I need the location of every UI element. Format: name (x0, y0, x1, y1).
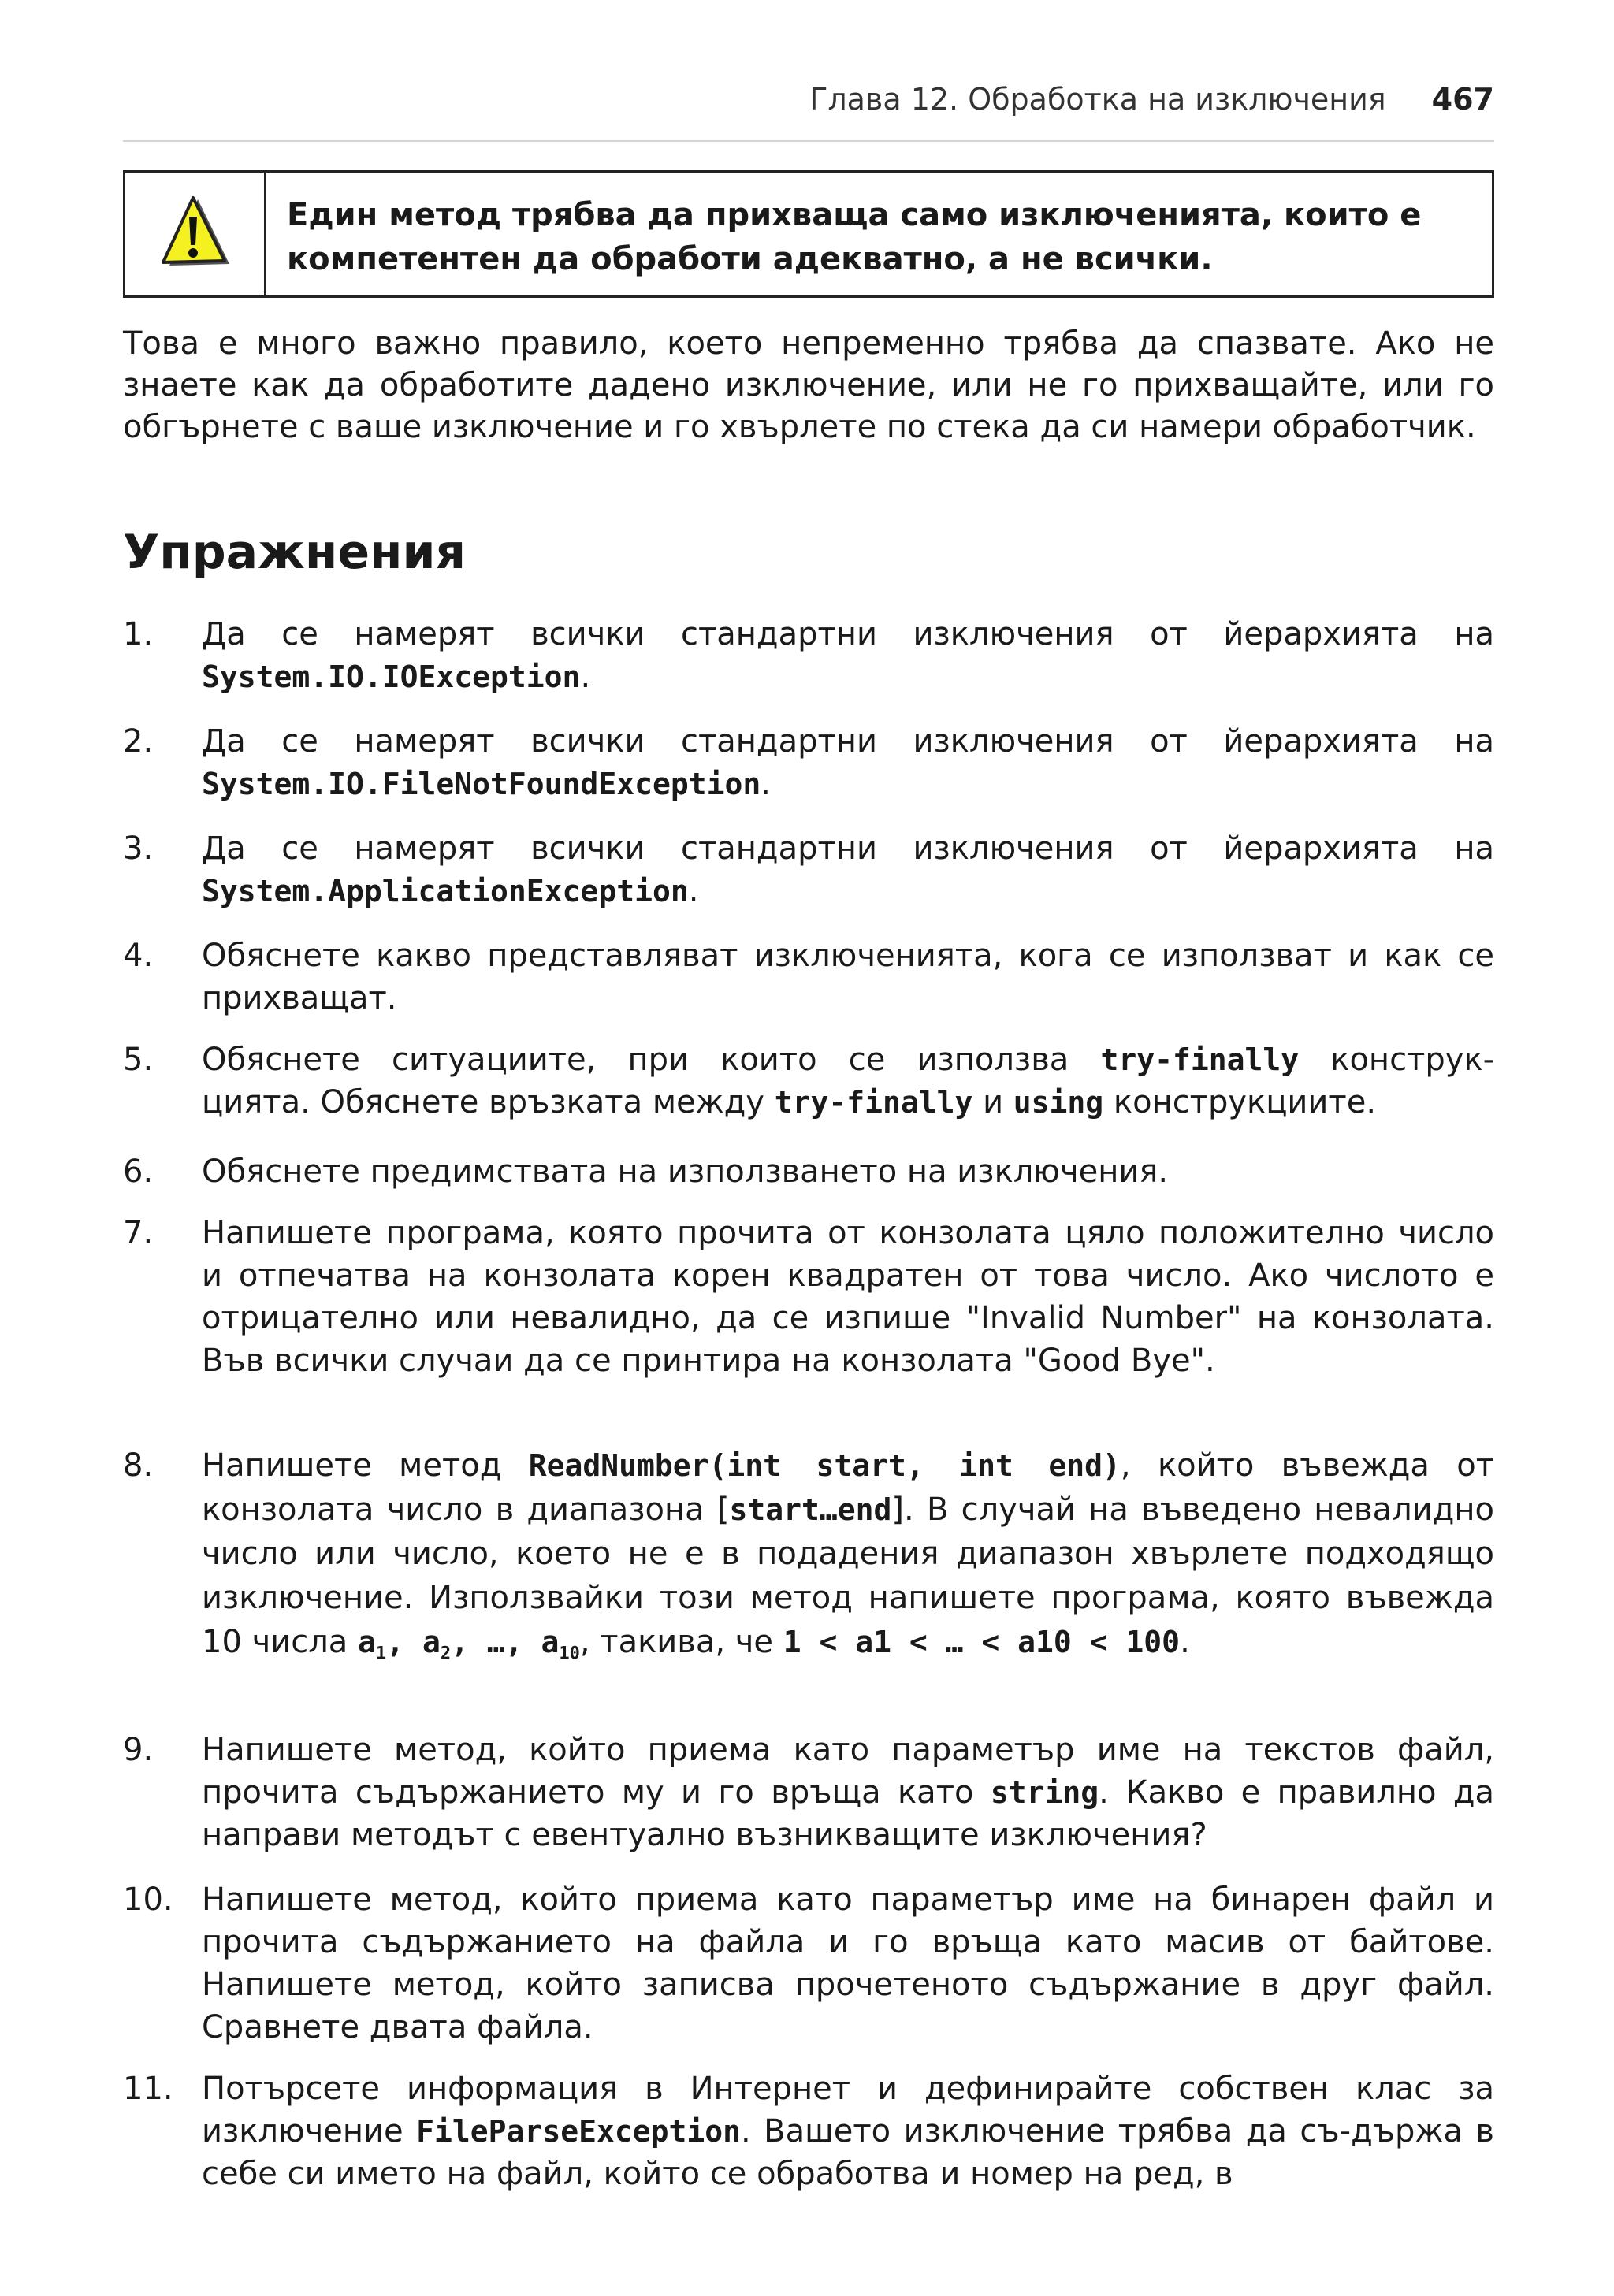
section-title: Упражнения (123, 525, 467, 580)
header-divider (123, 140, 1494, 142)
item-number: 2. (123, 723, 154, 760)
exercise-item (123, 1212, 1494, 1382)
exercise-item: 5. Обяснете ситуациите, при които се използва try-finally конструк- цията. Обяснете връзката между try-finally и using конструкциите. (123, 1038, 1494, 1124)
code-snippet: string (990, 1775, 1099, 1810)
running-header (809, 82, 1494, 117)
exercise-item: 3. Да се намерят всички стандартни изключения от йерархията на System.ApplicationException. (123, 827, 1494, 912)
item-number: 3. (123, 830, 154, 867)
item-number: 9. (123, 1732, 154, 1768)
code-snippet: FileParseException (416, 2114, 741, 2149)
item-number: 5. (123, 1042, 154, 1078)
intro-paragraph: Това е много важно правило, което непременно трябва да спазвате. Ако не знаете как да обработите дадено изключение, или не го прихващайте, или го обгърнете с ваше изключение и го хвърлете по стека да си намери обработчик. (123, 325, 1494, 445)
exercise-item: 1. Да се намерят всички стандартни изключения от йерархията на System.IO.IOException. (123, 613, 1494, 698)
code-snippet: System.IO.IOException (202, 659, 581, 694)
item-text: Напишете програма, която прочита от конзолата цяло положително число и отпечатва на конзолата корен квадратен от това число. Ако числото е отрицателно или невалидно, да се изпише "Invalid Number" на конзолата. Във всички случаи да се принтира на конзолата "Good Bye". (202, 1215, 1494, 1379)
item-number: 6. (123, 1154, 154, 1190)
item-text: Да се намерят всички стандартни изключения от йерархията на (202, 723, 1494, 760)
exercise-item (123, 1150, 1494, 1193)
warning-icon-cell (125, 173, 266, 295)
item-text: Обяснете предимствата на използването на изключения. (202, 1154, 1169, 1190)
item-number: 10. (123, 1882, 173, 1918)
code-snippet: try-finally (774, 1085, 973, 1120)
code-snippet: using (1013, 1085, 1104, 1120)
page-number: 467 (1431, 82, 1494, 117)
item-number: 7. (123, 1215, 154, 1251)
exercise-item: 9. Напишете метод, който приема като параметър име на текстов файл, прочита съдържанието му и го връща като string. Какво е правилно да направи методът с евентуално възникващите изключения? (123, 1729, 1494, 1856)
chapter-title: Глава 12. Обработка на изключения (809, 82, 1386, 117)
code-snippet: System.ApplicationException (202, 874, 689, 908)
exercise-item: 11. Потърсете информация в Интернет и дефинирайте собствен клас за изключение FileParseException. Вашето изключение трябва да съ-държа в себе си името на файл, който се обработва и номер на ред, в (123, 2068, 1494, 2195)
item-number: 4. (123, 938, 154, 974)
item-number: 8. (123, 1447, 154, 1484)
item-text: Напишете метод, който приема като параметър име на бинарен файл и прочита съдържанието на файла и го връща като масив от байтове. Напишете метод, който записва прочетеното съдържание в друг файл. Сравнете двата файла. (202, 1882, 1494, 2045)
warning-text: Един метод трябва да прихваща само изключенията, които е компетентен да обработи адекватно, а не всички. (287, 197, 1422, 277)
warning-icon (158, 195, 231, 273)
item-number: 1. (123, 616, 154, 652)
exercise-item (123, 1878, 1494, 2049)
code-snippet: 1 < a1 < … < a10 < 100 (783, 1625, 1181, 1659)
item-text: Да се намерят всички стандартни изключения от йерархията на (202, 616, 1494, 652)
code-snippet: System.IO.FileNotFoundException (202, 767, 761, 801)
code-snippet: start…end (729, 1492, 892, 1527)
warning-box (123, 170, 1494, 298)
exercise-item: 8. Напишете метод ReadNumber(int start, int end), който въвежда от конзолата число в диапазона [start…end]. В случай на въведено невалидно число или число, което не е в подадения диапазон хвърлете подходящо изключение. Използвайки този метод напишете програма, която въвежда 10 числа $a_1$, $a_2$, …, $a_{10}$, такива, че 1 < a1 < … < a10 < 100. (123, 1443, 1494, 1677)
item-text: Обяснете какво представляват изключенията, кога се използват и как се прихващат. (202, 938, 1494, 1016)
exercise-item: 2. Да се намерят всички стандартни изключения от йерархията на System.IO.FileNotFoundException. (123, 720, 1494, 805)
item-number: 11. (123, 2071, 173, 2107)
code-snippet: ReadNumber(int start, int end) (528, 1448, 1121, 1483)
exercise-item (123, 934, 1494, 1020)
code-snippet: try-finally (1100, 1042, 1300, 1077)
item-text: Да се намерят всички стандартни изключения от йерархията на (202, 830, 1494, 867)
